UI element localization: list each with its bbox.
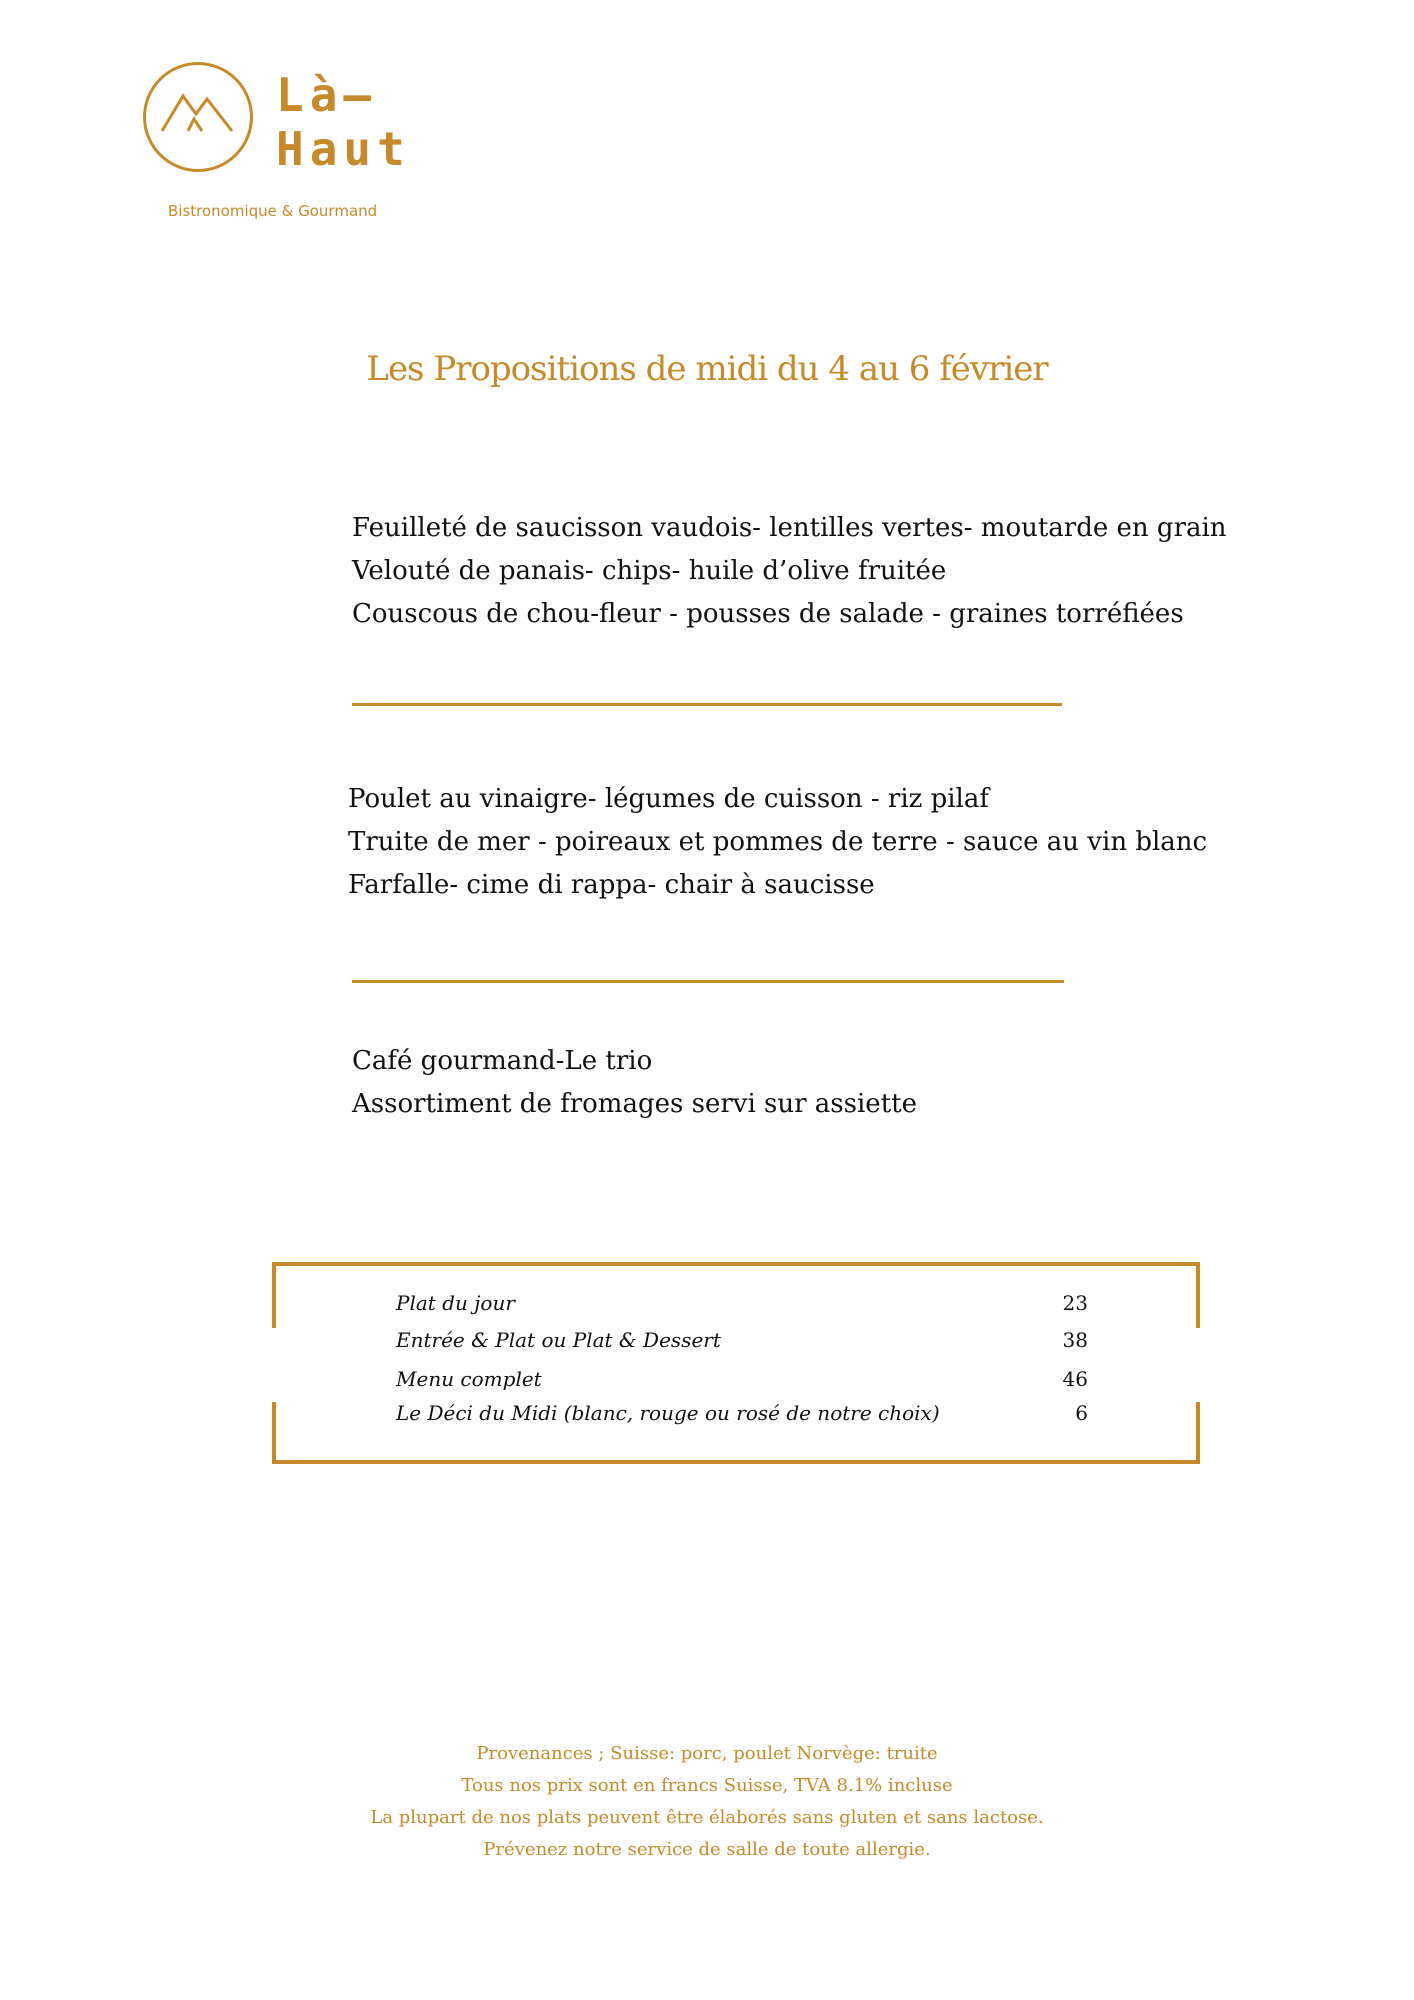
price-box-border (272, 1262, 276, 1328)
brand-tagline: Bistronomique & Gourmand (168, 202, 378, 220)
price-value: 38 (1062, 1328, 1088, 1352)
price-label: Entrée & Plat ou Plat & Dessert (396, 1328, 721, 1352)
price-box-border (272, 1262, 1200, 1266)
price-label: Plat du jour (396, 1291, 515, 1315)
mountain-circle-icon (143, 62, 253, 172)
section-divider (352, 703, 1062, 706)
starters-list (352, 507, 1227, 636)
price-label: Le Déci du Midi (blanc, rouge ou rosé de notre choix) (396, 1401, 940, 1425)
brand-name-line1: Là— (276, 68, 378, 122)
brand-name-line2: Haut (276, 122, 411, 176)
main-item: Poulet au vinaigre- légumes de cuisson - riz pilaf (348, 784, 989, 814)
starter-item: Feuilleté de saucisson vaudois- lentilles vertes- moutarde en grain (352, 513, 1227, 543)
main-item: Truite de mer - poireaux et pommes de terre - sauce au vin blanc (348, 827, 1208, 857)
price-box-border (272, 1460, 1200, 1464)
price-value: 6 (1075, 1401, 1088, 1425)
price-value: 23 (1062, 1291, 1088, 1315)
price-box-border (1196, 1262, 1200, 1328)
mains-list (348, 778, 1207, 907)
footer-line: Prévenez notre service de salle de toute allergie. (483, 1839, 931, 1860)
mountain-icon (146, 65, 250, 169)
page-title: Les Propositions de midi du 4 au 6 février (366, 348, 1048, 389)
main-item: Farfalle- cime di rappa- chair à saucisse (348, 870, 875, 900)
section-divider (352, 980, 1064, 983)
logo (143, 62, 411, 182)
starter-item: Velouté de panais- chips- huile d’olive fruitée (352, 556, 947, 586)
price-label: Menu complet (396, 1367, 542, 1391)
footer-line: Provenances ; Suisse: porc, poulet Norvège: truite (476, 1743, 938, 1764)
desserts-list (352, 1040, 917, 1126)
dessert-item: Assortiment de fromages servi sur assiette (352, 1089, 917, 1119)
footer-line: La plupart de nos plats peuvent être élaborés sans gluten et sans lactose. (370, 1807, 1044, 1828)
footer-line: Tous nos prix sont en francs Suisse, TVA 8.1% incluse (461, 1775, 953, 1796)
price-box-border (272, 1402, 276, 1464)
dessert-item: Café gourmand-Le trio (352, 1046, 653, 1076)
price-box-border (1196, 1402, 1200, 1464)
starter-item: Couscous de chou-fleur - pousses de salade - graines torréfiées (352, 599, 1184, 629)
price-box (272, 1262, 1200, 1464)
brand-name (276, 68, 411, 176)
footer-notes (0, 1738, 1414, 1866)
price-value: 46 (1062, 1367, 1088, 1391)
